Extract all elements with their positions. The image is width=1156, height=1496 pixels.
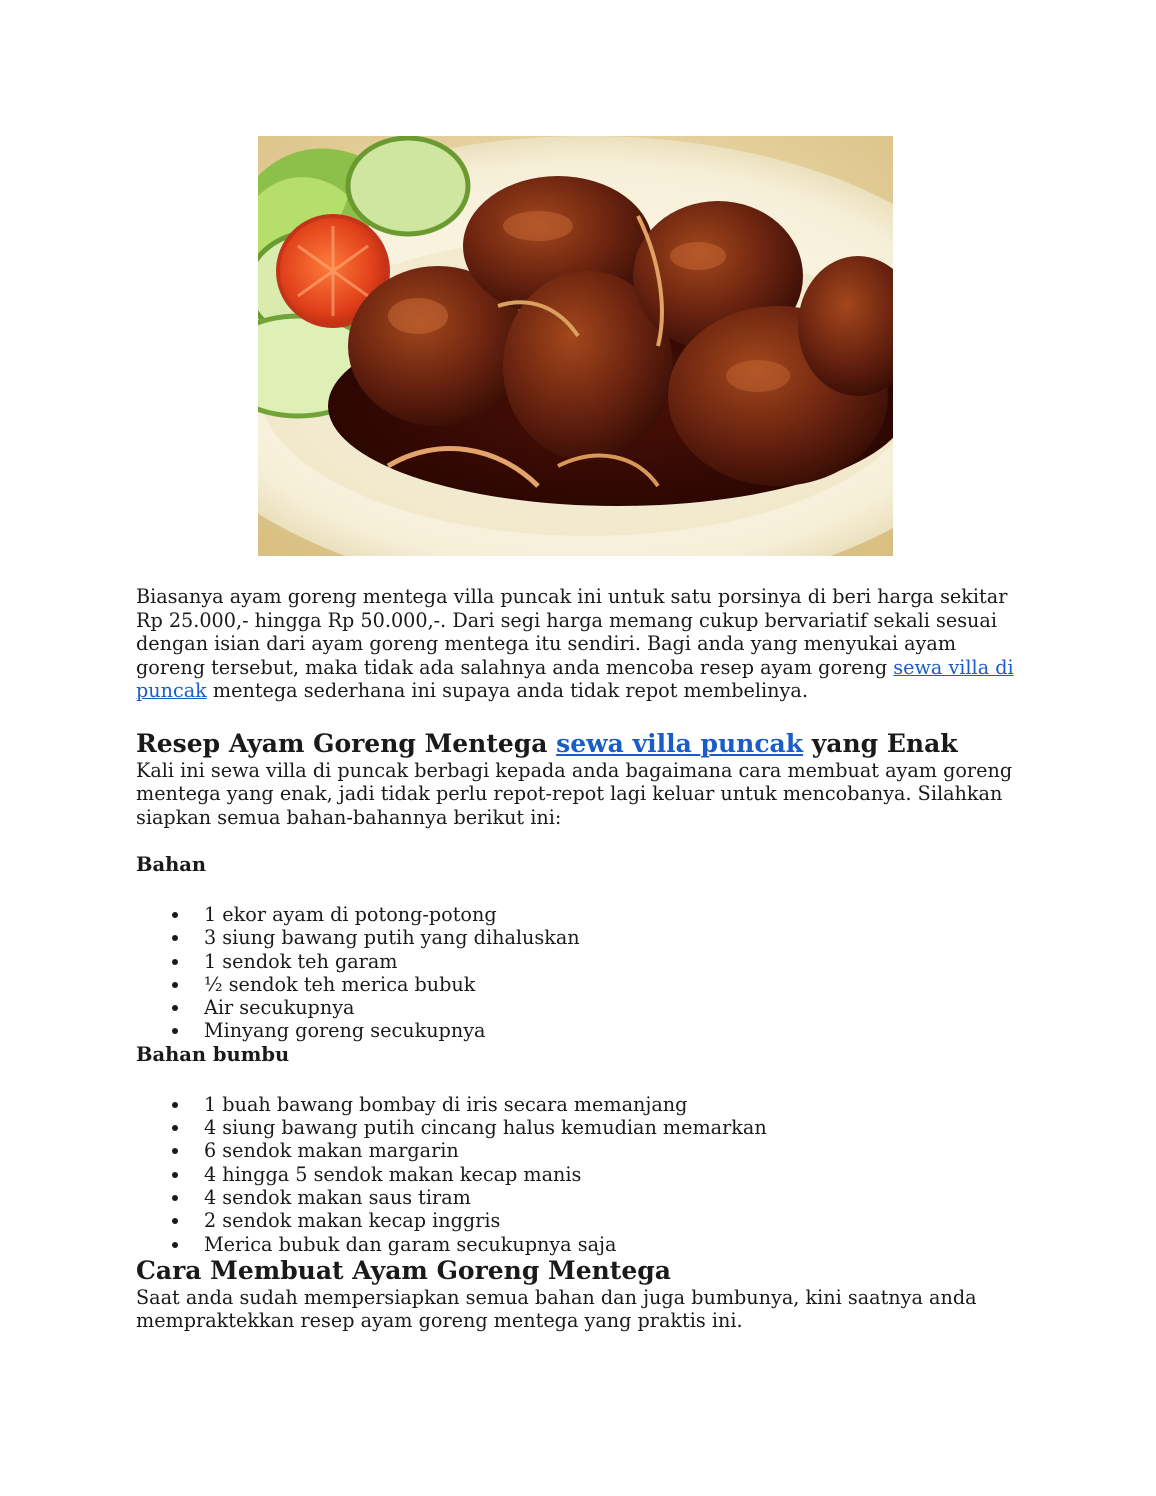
cara-membuat-heading: Cara Membuat Ayam Goreng Mentega [136,1255,671,1285]
recipe-intro-paragraph: Kali ini sewa villa di puncak berbagi kepada anda bagaimana cara membuat ayam goreng mentega yang enak, jadi tidak perlu repot-repot lagi keluar untuk mencobanya. Silahkan siapkan semua bahan-bahannya berikut ini: [136,758,1013,829]
bahan-list [136,903,1016,1043]
list-item: 4 hingga 5 sendok makan kecap manis [204,1163,1016,1186]
recipe-heading [136,729,1016,759]
list-item: 1 sendok teh garam [204,950,1016,973]
intro-paragraph [136,585,1016,703]
fried-chicken-illustration [258,136,893,556]
intro-text: Biasanya ayam goreng mentega villa puncak ini untuk satu porsinya di beri harga sekitar Rp 25.000,- hingga Rp 50.000,-. Dari segi harga memang cukup bervariatif sekali sesuai dengan isian dari ayam goreng mentega itu sendiri. Bagi anda yang menyukai ayam goreng tersebut, maka tidak ada salahnya anda mencoba resep ayam goreng [136,585,1008,679]
list-item: 3 siung bawang putih yang dihaluskan [204,926,1016,949]
list-item: 4 siung bawang putih cincang halus kemudian memarkan [204,1116,1016,1139]
list-item: 2 sendok makan kecap inggris [204,1209,1016,1232]
list-item: 1 ekor ayam di potong-potong [204,903,1016,926]
bumbu-list [136,1093,1016,1256]
list-item: Merica bubuk dan garam secukupnya saja [204,1233,1016,1256]
list-item: Air secukupnya [204,996,1016,1019]
sewa-villa-puncak-link[interactable]: sewa villa puncak [556,728,804,758]
article-body [136,585,1016,1333]
bahan-heading: Bahan [136,853,207,876]
sewa-villa-di-puncak-link[interactable]: sewa villa di puncak [136,655,1014,702]
list-item: ½ sendok teh merica bubuk [204,973,1016,996]
recipe-heading-text-end: yang Enak [803,728,958,758]
list-item: 1 buah bawang bombay di iris secara memanjang [204,1093,1016,1116]
recipe-heading-text: Resep Ayam Goreng Mentega [136,728,557,758]
list-item: 4 sendok makan saus tiram [204,1186,1016,1209]
bahan-bumbu-heading: Bahan bumbu [136,1042,290,1066]
intro-text-end: mentega sederhana ini supaya anda tidak repot membelinya. [206,679,808,702]
cara-membuat-paragraph: Saat anda sudah mempersiapkan semua bahan dan juga bumbunya, kini saatnya anda mempraktekkan resep ayam goreng mentega yang praktis ini. [136,1285,977,1333]
food-photo [258,136,893,556]
list-item: 6 sendok makan margarin [204,1139,1016,1162]
list-item: Minyang goreng secukupnya [204,1019,1016,1042]
